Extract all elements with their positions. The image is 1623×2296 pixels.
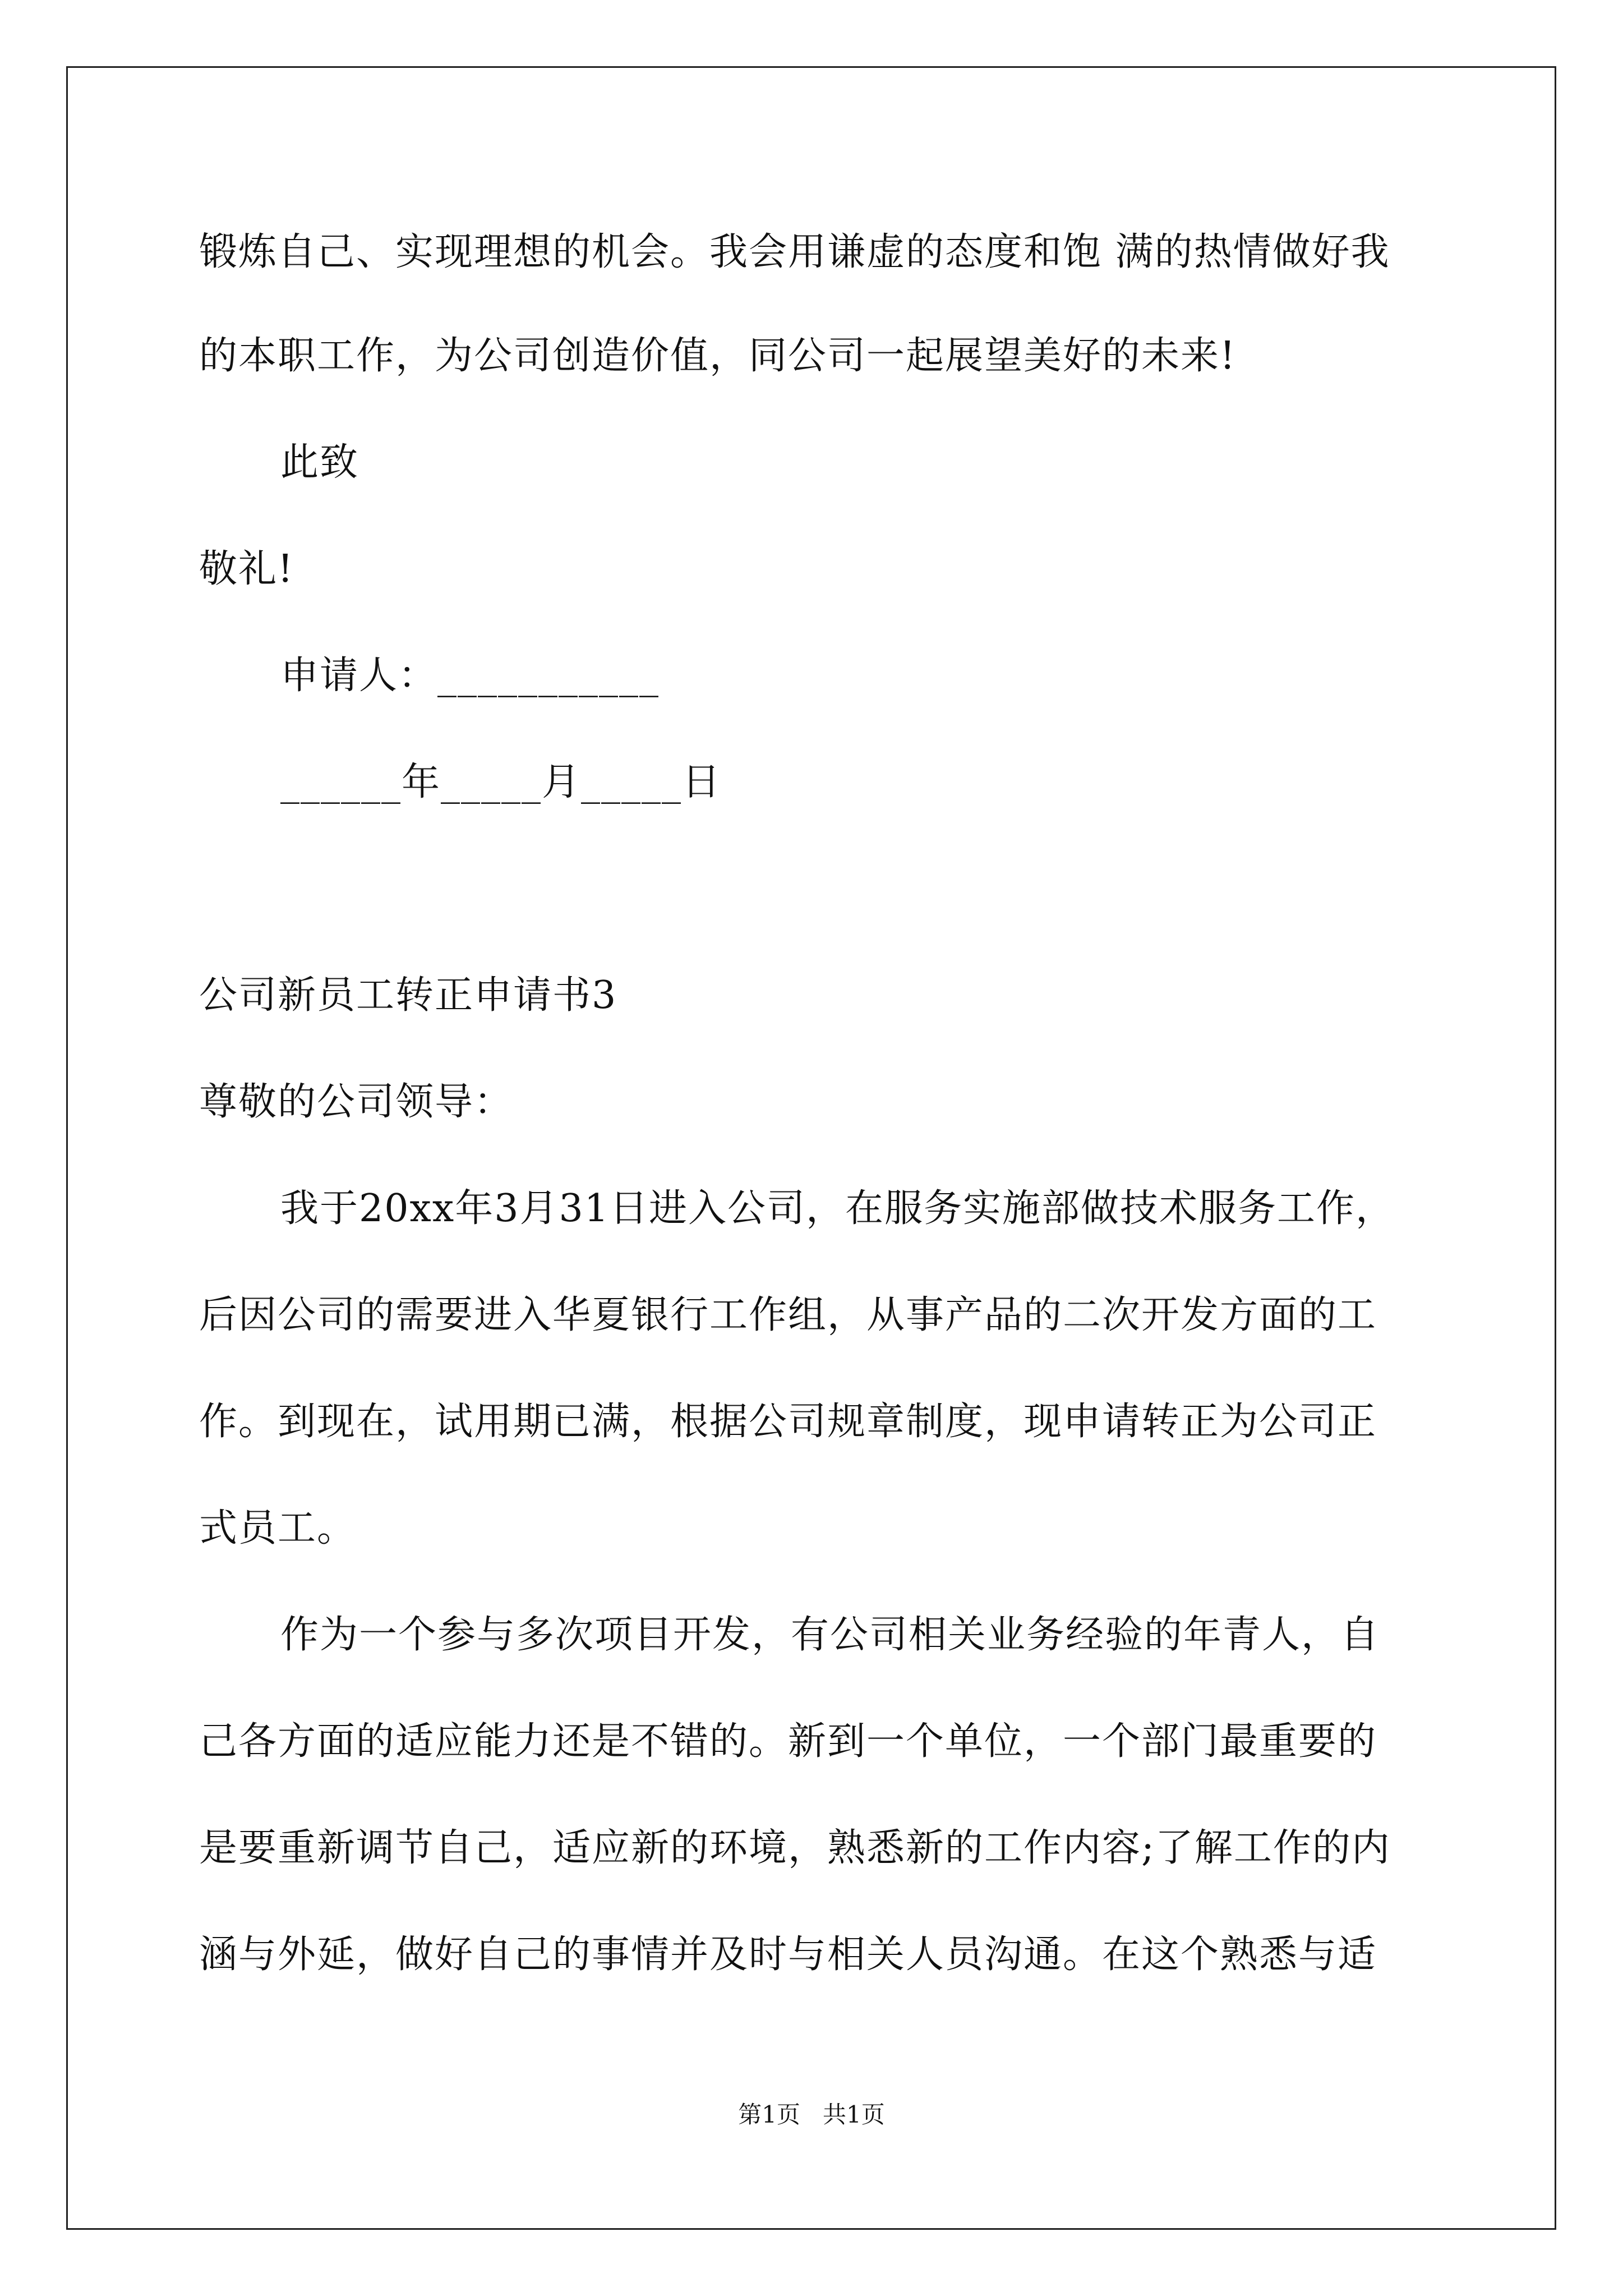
closing-regards: 敬礼! <box>199 547 294 591</box>
section-title: 公司新员工转正申请书3 <box>199 973 617 1018</box>
paragraph-line: 式员工。 <box>199 1506 357 1550</box>
page-border <box>66 66 1556 2230</box>
paragraph-line: 的本职工作，为公司创造价值，同公司一起展望美好的未来! <box>199 334 1237 378</box>
paragraph-line: 锻炼自己、实现理想的机会。我会用谦虚的态度和饱 满的热情做好我 <box>199 230 1390 274</box>
paragraph-line: 作。到现在，试用期已满，根据公司规章制度，现申请转正为公司正 <box>199 1400 1377 1444</box>
paragraph-line: 我于20xx年3月31日进入公司，在服务实施部做技术服务工作， <box>280 1186 1395 1231</box>
paragraph-line: 是要重新调节自己，适应新的环境，熟悉新的工作内容;了解工作的内 <box>199 1826 1391 1870</box>
greeting: 尊敬的公司领导： <box>199 1080 514 1124</box>
page-footer: 第1页 共1页 <box>738 2101 885 2128</box>
paragraph-line: 作为一个参与多次项目开发，有公司相关业务经验的年青人，自 <box>280 1613 1380 1657</box>
closing-salutation: 此致 <box>280 440 359 485</box>
paragraph-line: 己各方面的适应能力还是不错的。新到一个单位，一个部门最重要的 <box>199 1719 1377 1764</box>
date-line: ______年_____月_____日 <box>280 760 722 804</box>
paragraph-line: 后因公司的需要进入华夏银行工作组，从事产品的二次开发方面的工 <box>199 1293 1377 1337</box>
applicant-signature-line: 申请人：___________ <box>280 654 660 698</box>
paragraph-line: 涵与外延，做好自己的事情并及时与相关人员沟通。在这个熟悉与适 <box>199 1932 1377 1977</box>
